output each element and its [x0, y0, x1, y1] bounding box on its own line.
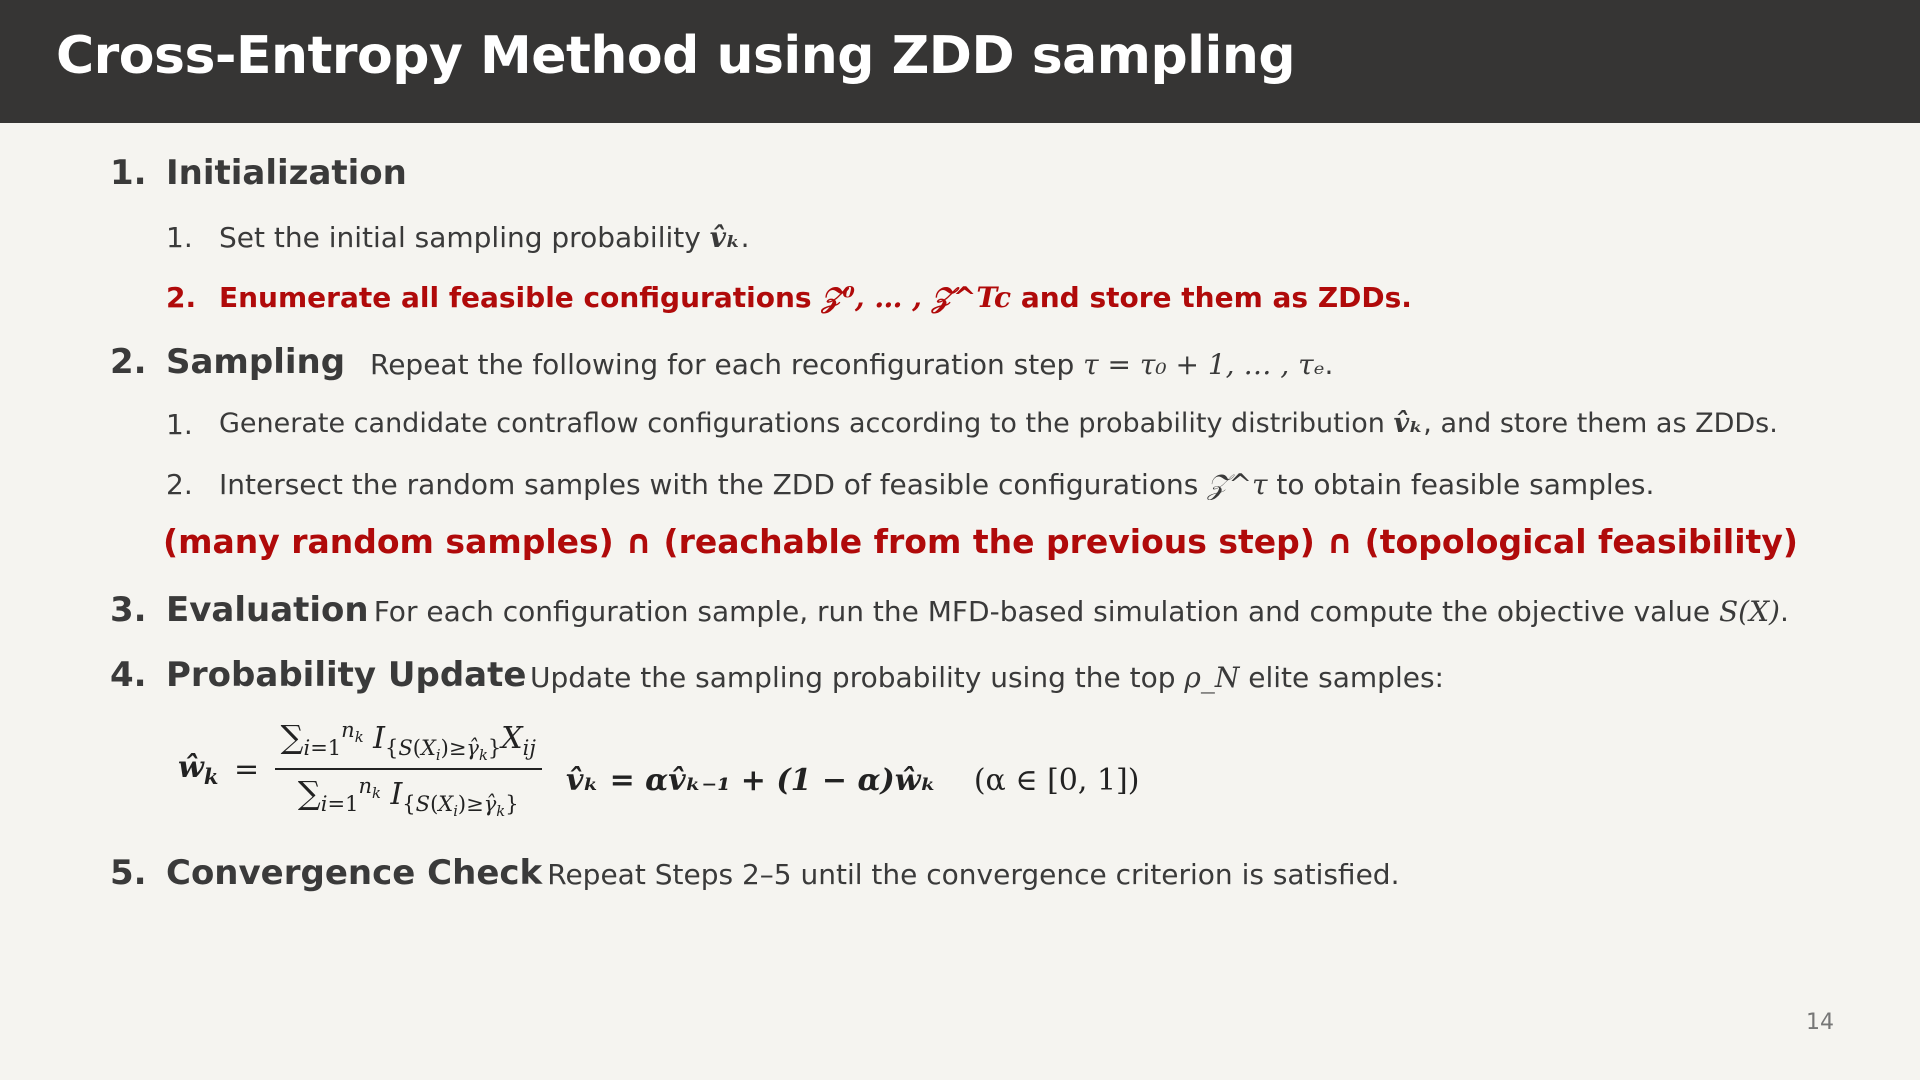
step-1-2-number: 2. [166, 281, 197, 314]
formula-fraction: $\frac{\sum_{i=1}^{n_k} I_{\{S(X_i)\ge\gammâ_k\}}X_{ij}}{\sum_{i=1}^{n_k} I_{\{S(X_i)\ge\gammâ_k\}}}$ [275, 718, 542, 820]
step-1-1-after: . [740, 221, 750, 254]
step-2-1-math: v̂ₖ [1393, 408, 1424, 439]
section-2-description [370, 348, 1333, 381]
section-4-title: Probability Update [166, 655, 527, 695]
section-5-title: Convergence Check [166, 853, 543, 893]
formula-w-k: $ŵ_k$ = $\frac{\sum_{i=1}^{n_k} I_{\{S(X_i)\ge\gammâ_k\}}X_{ij}}{\sum_{i=1}^{n_k} I_{\{S(X_i)\ge\gammâ_k\}}}$ [178, 718, 542, 820]
title-bar [0, 0, 1920, 123]
section-4-description [530, 661, 1444, 694]
sampling-highlight: (many random samples) ∩ (reachable from the previous step) ∩ (topological feasibility) [163, 522, 1798, 561]
step-2-2-text: Intersect the random samples with the ZDD of feasible configurations [219, 468, 1208, 501]
page-number: 14 [1806, 1010, 1834, 1035]
section-3-desc-text: For each configuration sample, run the MFD-based simulation and compute the objective value [373, 595, 1719, 628]
section-3-number: 3. [110, 590, 147, 630]
step-1-2-after: and store them as ZDDs. [1011, 281, 1412, 314]
section-1-title: Initialization [166, 153, 407, 193]
step-2-1-text: Generate candidate contraflow configurations according to the probability distribution [219, 408, 1394, 439]
section-5-desc: Repeat Steps 2–5 until the convergence criterion is satisfied. [547, 858, 1400, 891]
step-2-2-number: 2. [166, 468, 193, 501]
step-1-1-number: 1. [166, 221, 193, 254]
section-3-desc-after: . [1779, 595, 1789, 628]
section-2-title: Sampling [166, 342, 346, 382]
section-2-number: 2. [110, 342, 147, 382]
formula-v-update [566, 763, 1139, 798]
step-2-2-math: 𝒵^τ [1207, 468, 1268, 501]
formula-v-update-expr: v̂ₖ = αv̂ₖ₋₁ + (1 − α)ŵₖ [566, 763, 937, 798]
section-4-heading [166, 655, 526, 695]
section-2-desc-text: Repeat the following for each reconfiguration step [370, 348, 1084, 381]
section-5-number: 5. [110, 853, 147, 893]
slide-title: Cross-Entropy Method using ZDD sampling [56, 26, 1296, 86]
section-4-desc-math: ρ_N [1184, 661, 1240, 694]
step-1-2-math: 𝒵⁰, … , 𝒵^Tc [821, 281, 1012, 314]
formula-v-condition: (α ∈ [0, 1]) [973, 763, 1140, 798]
section-3-title: Evaluation [166, 590, 369, 630]
step-1-1 [219, 221, 750, 254]
section-2-desc-after: . [1324, 348, 1334, 381]
step-1-1-math: v̂ₖ [709, 221, 741, 254]
section-4-desc-after: elite samples: [1239, 661, 1444, 694]
step-2-2 [219, 468, 1654, 502]
step-2-1-number: 1. [166, 408, 193, 441]
step-1-2-text: Enumerate all feasible configurations [219, 281, 822, 314]
section-5-line [166, 853, 1399, 893]
step-2-1-after: , and store them as ZDDs. [1423, 408, 1778, 439]
step-2-1 [219, 408, 1778, 439]
section-4-desc-text: Update the sampling probability using the top [530, 661, 1185, 694]
section-1-heading [166, 153, 407, 193]
step-1-1-text: Set the initial sampling probability [219, 221, 710, 254]
section-2-heading [166, 342, 345, 382]
section-3-line [166, 590, 1789, 630]
section-4-number: 4. [110, 655, 147, 695]
section-1-number: 1. [110, 153, 147, 193]
section-3-desc-math: S(X) [1718, 595, 1780, 628]
section-2-desc-math: τ = τ₀ + 1, … , τₑ [1083, 348, 1325, 381]
step-2-2-after: to obtain feasible samples. [1267, 468, 1655, 501]
step-1-2 [219, 281, 1412, 315]
